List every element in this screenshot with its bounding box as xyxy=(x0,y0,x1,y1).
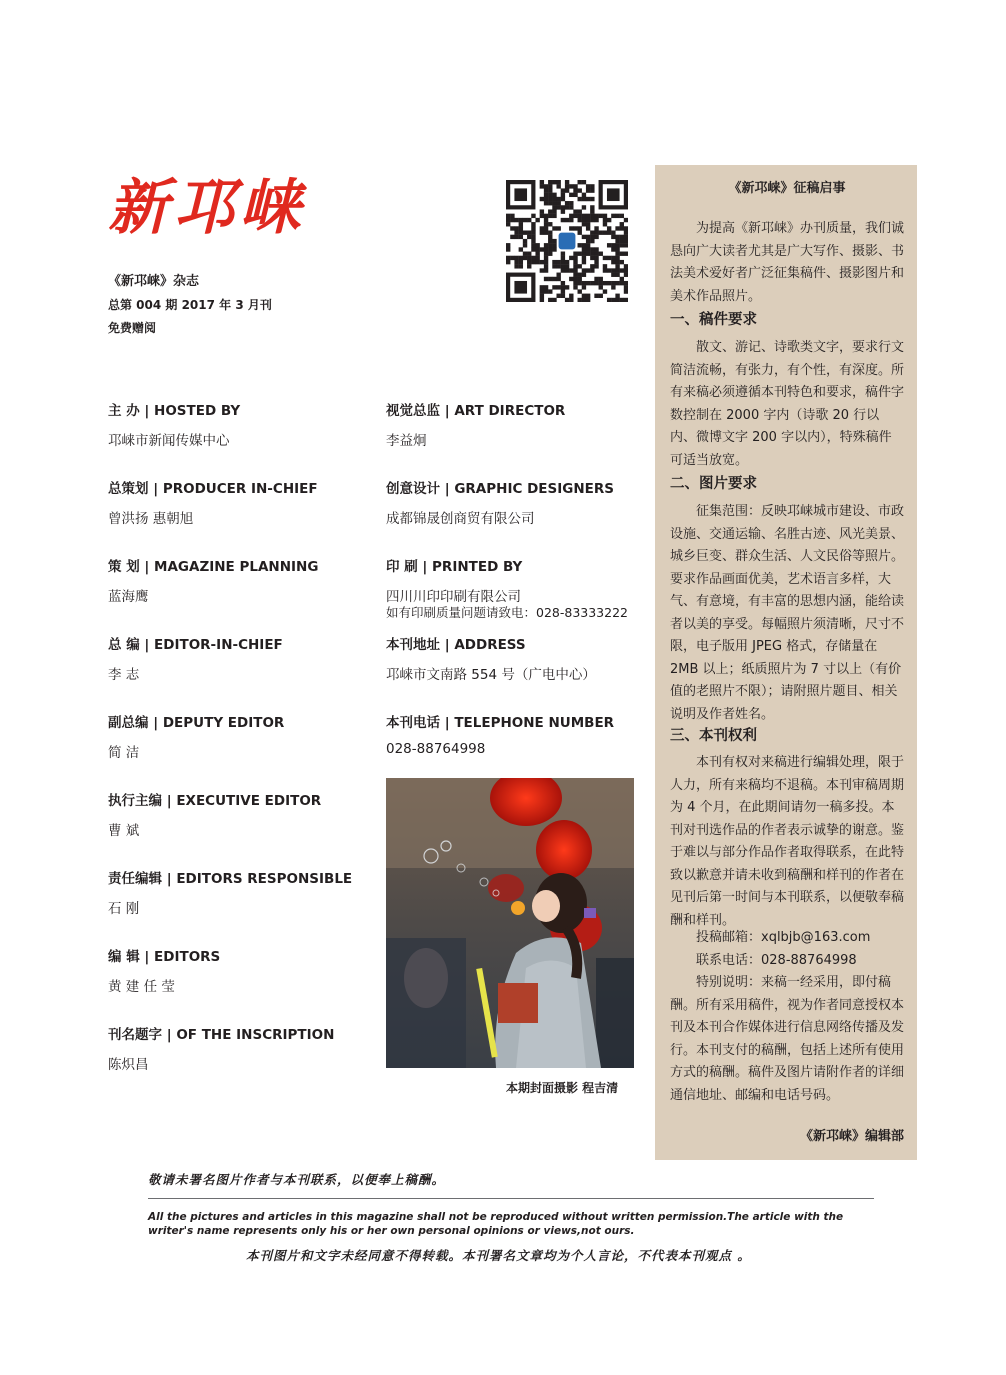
credit-heading: 创意设计 | GRAPHIC DESIGNERS xyxy=(386,481,614,497)
credit-value: 李 志 xyxy=(108,667,140,683)
sidebar-intro: 为提高《新邛崃》办刊质量，我们诚恳向广大读者尤其是广大写作、摄影、书法美术爱好者广泛征集稿件、摄影图片和美术作品照片。 xyxy=(670,221,905,304)
sidebar-title: 《新邛崃》征稿启事 xyxy=(728,181,846,196)
credit-heading: 责任编辑 | EDITORS RESPONSIBLE xyxy=(108,871,353,887)
credit-heading: 印 刷 | PRINTED BY xyxy=(386,559,523,575)
qr-code xyxy=(506,180,628,302)
sidebar-section2-body: 征集范围：反映邛崃城市建设、市政设施、交通运输、名胜古迹、风光美景、城乡巨变、群众生活、人文民俗等照片。要求作品画面优美，艺术语言多样，大气、有意境，有丰富的思想内涵，能给读者以美的享受。每幅照片须清晰，尺寸不限，电子版用 JPEG 格式，存储量在 2MB 以上；纸质照片为 7 寸以上（有价值的老照片不限）；请附照片题目、相关说明及作者姓名。 xyxy=(670,504,905,722)
credit-value: 如有印刷质量问题请致电：028-83333222 xyxy=(386,605,628,620)
credit-heading: 总策划 | PRODUCER IN-CHIEF xyxy=(108,481,318,497)
footer-copyright-english: All the pictures and articles in this magazine shall not be reproduced without written permission.The article with the writer's name represents only his or her own personal opinions or views,not ours. xyxy=(148,1211,844,1237)
sidebar-section3-heading: 三、本刊权利 xyxy=(670,728,757,744)
cover-photo xyxy=(386,778,634,1068)
credit-value: 李益炯 xyxy=(386,433,427,449)
photo-caption: 本期封面摄影 程吉清 xyxy=(506,1081,619,1095)
footer-divider xyxy=(148,1198,874,1199)
magazine-logo: 新邛崃 xyxy=(108,173,306,243)
credit-heading: 执行主编 | EXECUTIVE EDITOR xyxy=(108,793,322,809)
credit-value: 曾洪扬 惠朝旭 xyxy=(108,511,194,527)
sidebar-section1-heading: 一、稿件要求 xyxy=(670,312,757,328)
sidebar-signature: 《新邛崃》编辑部 xyxy=(799,1129,904,1144)
credit-value: 陈炽昌 xyxy=(108,1057,149,1073)
credit-value: 成都锦晟创商贸有限公司 xyxy=(386,511,535,527)
credit-heading: 刊名题字 | OF THE INSCRIPTION xyxy=(108,1027,335,1043)
credit-value: 曹 斌 xyxy=(108,823,140,839)
sidebar-section3-body: 本刊有权对来稿进行编辑处理，限于人力，所有来稿均不退稿。本刊审稿周期为 4 个月，在此期间请勿一稿多投。本刊对刊选作品的作者表示诚挚的谢意。鉴于难以与部分作品作者取得联系，在此特致以歉意并请未收到稿酬和样刊的作者在见刊后第一时间与本刊联系，以便敬奉稿酬和样刊。 xyxy=(670,755,905,928)
magazine-name: 《新邛崃》杂志 xyxy=(108,274,200,289)
credit-heading: 视觉总监 | ART DIRECTOR xyxy=(386,403,566,419)
footer-copyright-chinese: 本刊图片和文字未经同意不得转载。本刊署名文章均为个人言论，不代表本刊观点 。 xyxy=(246,1248,751,1263)
sidebar-special-note: 特别说明：来稿一经采用，即付稿酬。所有采用稿件，视为作者同意授权本刊及本刊合作媒体进行信息网络传播及发行。本刊支付的稿酬，包括上述所有使用方式的稿酬。稿件及图片请附作者的详细通信地址、邮编和电话号码。 xyxy=(670,975,905,1103)
sidebar-section1-body: 散文、游记、诗歌类文字，要求行文简洁流畅，有张力，有个性，有深度。所有来稿必须遵循本刊特色和要求，稿件字数控制在 2000 字内（诗歌 20 行以内、微博文字 200 字以内），特殊稿件可适当放宽。 xyxy=(670,340,905,468)
credit-heading: 策 划 | MAGAZINE PLANNING xyxy=(108,559,319,575)
footer-unsigned-photo-note: 敬请未署名图片作者与本刊联系，以便奉上稿酬。 xyxy=(148,1172,446,1187)
credit-value: 四川川印印刷有限公司 xyxy=(386,589,521,605)
credit-heading: 副总编 | DEPUTY EDITOR xyxy=(108,715,285,731)
credit-value: 蓝海鹰 xyxy=(108,589,149,605)
credit-heading: 总 编 | EDITOR-IN-CHIEF xyxy=(108,637,283,653)
credit-heading: 本刊地址 | ADDRESS xyxy=(386,637,526,653)
issue-number: 总第 004 期 2017 年 3 月刊 xyxy=(108,298,272,312)
credit-value: 邛崃市文南路 554 号（广电中心） xyxy=(386,667,596,683)
sidebar-section2-heading: 二、图片要求 xyxy=(670,476,757,492)
credit-heading: 本刊电话 | TELEPHONE NUMBER xyxy=(386,715,615,731)
credit-value: 简 洁 xyxy=(108,745,140,761)
free-distribution-note: 免费赠阅 xyxy=(108,321,157,335)
credit-value: 028-88764998 xyxy=(386,741,486,757)
credit-heading: 编 辑 | EDITORS xyxy=(108,949,221,965)
credit-value: 邛崃市新闻传媒中心 xyxy=(108,433,230,449)
sidebar-email: 投稿邮箱：xqlbjb@163.com xyxy=(696,930,871,945)
credit-heading: 主 办 | HOSTED BY xyxy=(108,403,241,419)
credit-value: 石 刚 xyxy=(108,901,140,917)
credit-value: 黄 建 任 莹 xyxy=(108,979,175,995)
sidebar-phone: 联系电话：028-88764998 xyxy=(696,953,857,968)
